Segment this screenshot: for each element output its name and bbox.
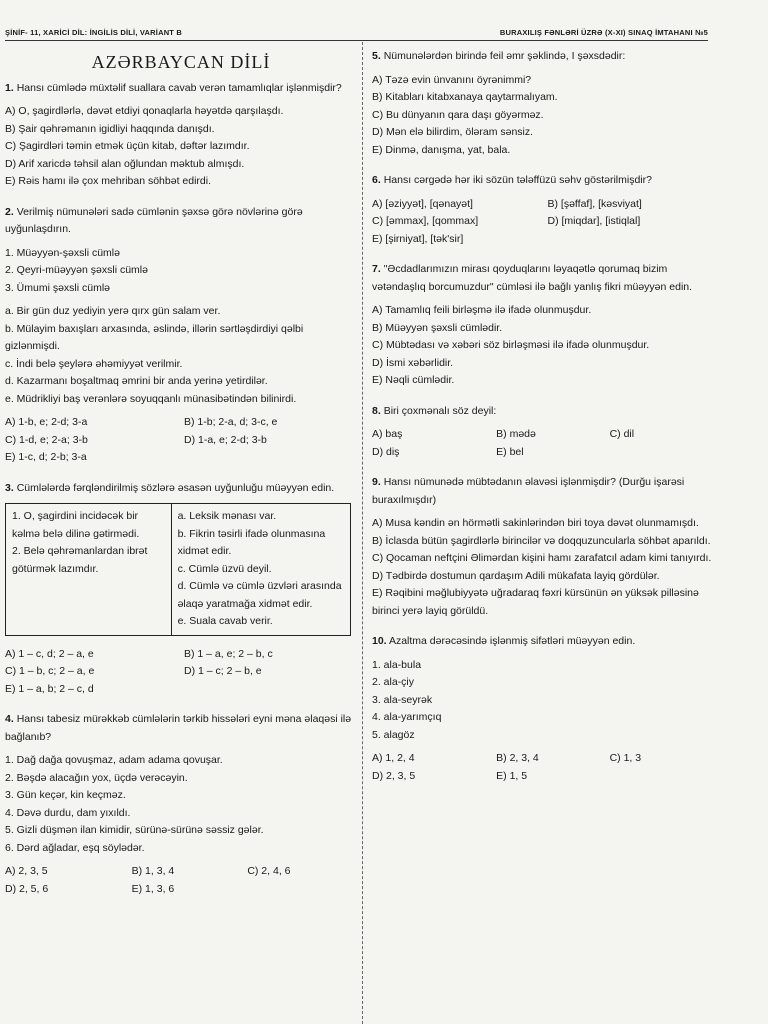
answer-option[interactable]: B) 1-b; 2-a, d; 3-c, e xyxy=(184,416,278,428)
answer-option[interactable]: E) bel xyxy=(496,445,524,458)
matching-property: e. Suala cavab verir. xyxy=(177,615,273,627)
question-text: Azaltma dərəcəsində işlənmiş sifətləri müəyyən edin. xyxy=(388,635,636,647)
answer-option[interactable]: C) dil xyxy=(609,428,635,440)
answer-options xyxy=(372,196,717,249)
matching-property: a. Leksik mənası var. xyxy=(177,510,277,522)
sentence-type: 1. Müəyyən-şəxsli cümlə xyxy=(5,246,120,259)
answer-option[interactable]: D) İsmi xəbərlidir. xyxy=(372,356,454,369)
question-stem xyxy=(5,480,357,498)
question-8 xyxy=(372,403,717,462)
answer-option[interactable]: E) 1-c, d; 2-b; 3-a xyxy=(5,451,87,463)
answer-option[interactable]: E) 1, 3, 6 xyxy=(131,882,175,895)
answer-option[interactable]: D) 1 – c; 2 – b, e xyxy=(184,665,262,677)
question-text: "Əcdadlarımızın mirası qoyduqlarını ləyaqətlə qorumaq bizim vətəndaşlıq borcumuzdur" cümləsi ilə bağlı yanlış fikri müəyyən edin. xyxy=(372,263,693,293)
matching-sentence: 2. Belə qəhrəmanlardan ibrət götürmək lazımdır. xyxy=(12,545,148,575)
question-text: Hansı nümunədə mübtədanın əlavəsi işlənmişdir? (Durğu işarəsi buraxılmışdır) xyxy=(372,476,685,506)
column-divider xyxy=(362,42,363,1024)
question-number: 6. xyxy=(372,174,381,186)
answer-option[interactable]: C) 1-d, e; 2-a; 3-b xyxy=(5,433,88,446)
answer-option[interactable]: E) Dinmə, danışma, yat, bala. xyxy=(372,143,511,156)
answer-option[interactable]: E) 1, 5 xyxy=(496,769,528,782)
answer-option[interactable]: E) Nəqli cümlədir. xyxy=(372,374,455,386)
example-sentence: 6. Dərd ağladar, eşq söylədər. xyxy=(5,841,145,854)
question-stem xyxy=(5,80,357,98)
answer-option[interactable]: C) Mübtədası və xəbəri söz birləşməsi ilə ifadə olunmuşdur. xyxy=(372,339,650,351)
left-column xyxy=(5,48,357,905)
question-stem xyxy=(372,261,717,296)
answer-option[interactable]: D) [miqdar], [istiqlal] xyxy=(547,215,641,227)
example-sentence: c. İndi belə şeylərə əhəmiyyət verilmir. xyxy=(5,357,183,370)
answer-option[interactable]: D) Tədbirdə dostumun qardaşım Adili mükafata layiq gördülər. xyxy=(372,569,660,582)
answer-option[interactable]: A) O, şagirdlərlə, dəvət etdiyi qonaqlarla həyətdə qarşılaşdı. xyxy=(5,105,284,117)
answer-option[interactable]: E) 1 – a, b; 2 – c, d xyxy=(5,682,94,695)
answer-option[interactable]: D) 1-a, e; 2-d; 3-b xyxy=(184,433,267,446)
answer-option[interactable]: E) Rəqibini məğlubiyyətə uğradaraq fəxri kürsünün ən yüksək pilləsinə birinci yerə layiq görüldü. xyxy=(372,587,699,617)
question-stem xyxy=(372,172,717,190)
sentence-type: 2. Qeyri-müəyyən şəxsli cümlə xyxy=(5,264,148,276)
question-number: 8. xyxy=(372,404,381,417)
question-text: Cümlələrdə fərqləndirilmiş sözlərə əsasən uyğunluğu müəyyən edin. xyxy=(16,481,335,494)
example-sentence: 2. Bəşdə alacağın yox, üçdə verəcəyin. xyxy=(5,771,188,784)
question-number: 4. xyxy=(5,713,14,725)
answer-options xyxy=(5,646,357,699)
right-column xyxy=(372,48,717,792)
question-6 xyxy=(372,172,717,248)
answer-option[interactable]: B) Müəyyən şəxsli cümlədir. xyxy=(372,321,503,334)
answer-option[interactable]: A) baş xyxy=(372,428,403,440)
answer-option[interactable]: B) 2, 3, 4 xyxy=(496,752,539,764)
answer-option[interactable]: B) İclasda bütün şagirdlərlə birincilər və doqquzuncularla söhbət aparıldı. xyxy=(372,534,711,547)
question-number: 7. xyxy=(372,263,381,275)
question-number: 3. xyxy=(5,481,14,494)
answer-options xyxy=(5,863,357,898)
adjective-item: 2. ala-çiy xyxy=(372,676,415,688)
answer-option[interactable]: C) Şagirdləri təmin etmək üçün kitab, dəftər lazımdır. xyxy=(5,140,250,152)
question-number: 10. xyxy=(372,635,387,647)
answer-options xyxy=(372,426,717,461)
adjective-item: 1. ala-bula xyxy=(372,658,422,671)
answer-options xyxy=(5,414,357,467)
answer-option[interactable]: C) 1, 3 xyxy=(609,752,642,764)
question-stem xyxy=(5,204,357,239)
header-class-info: ŞİNİF- 11, XARİCİ DİL: İNGİLİS DİLİ, VARİANT B xyxy=(5,28,182,37)
answer-option[interactable]: C) 2, 4, 6 xyxy=(247,865,291,877)
answer-option[interactable]: D) Arif xaricdə təhsil alan oğlundan məktub almışdı. xyxy=(5,157,245,170)
adjective-item: 3. ala-seyrək xyxy=(372,693,433,706)
answer-option[interactable]: C) Bu dünyanın qara daşı göyərməz. xyxy=(372,108,544,121)
answer-option[interactable]: D) diş xyxy=(372,445,400,458)
header-divider xyxy=(5,40,708,41)
answer-option[interactable]: C) [əmmax], [qommax] xyxy=(372,215,479,227)
answer-option[interactable]: A) Tamamlıq feili birləşmə ilə ifadə olunmuşdur. xyxy=(372,304,592,316)
answer-option[interactable]: B) Kitabları kitabxanaya qaytarmalıyam. xyxy=(372,91,558,103)
answer-option[interactable]: A) Musa kəndin ən hörmətli sakinlərindən biri toya dəvət olunmamışdı. xyxy=(372,517,699,529)
question-stem xyxy=(372,633,717,651)
question-7 xyxy=(372,261,717,390)
question-stem xyxy=(372,48,717,66)
matching-property: b. Fikrin təsirli ifadə olunmasına xidmət edir. xyxy=(177,527,326,557)
answer-option[interactable]: A) 2, 3, 5 xyxy=(5,865,48,877)
question-stem xyxy=(5,711,357,746)
answer-option[interactable]: B) mədə xyxy=(496,428,536,440)
question-number: 9. xyxy=(372,476,381,488)
answer-option[interactable]: D) Mən elə bilirdim, öləram sənsiz. xyxy=(372,126,534,138)
matching-table xyxy=(5,503,351,636)
example-sentence: 3. Gün keçər, kin keçməz. xyxy=(5,789,126,801)
example-sentence: 4. Dəvə durdu, dam yıxıldı. xyxy=(5,806,131,819)
example-sentence: 1. Dağ dağa qovuşmaz, adam adama qovuşar. xyxy=(5,754,223,766)
matching-left-cell xyxy=(6,504,172,636)
answer-option[interactable]: B) 1, 3, 4 xyxy=(131,865,175,877)
question-3 xyxy=(5,480,357,699)
question-2 xyxy=(5,204,357,467)
answer-option[interactable]: A) 1-b, e; 2-d; 3-a xyxy=(5,416,88,428)
question-9 xyxy=(372,474,717,620)
answer-option[interactable]: C) Qocaman neftçini Əlimərdan kişini hamı zarafatcıl adam kimi tanıyırdı. xyxy=(372,552,712,564)
example-sentence: b. Mülayim baxışları arxasında, əslində, illərin sərtləşdirdiyi qəlbi gizlənmişdi. xyxy=(5,322,304,352)
answer-option[interactable]: C) 1 – b, c; 2 – a, e xyxy=(5,665,95,677)
question-stem xyxy=(372,403,717,421)
question-text: Hansı cümlədə müxtəlif suallara cavab verən tamamlıqlar işlənmişdir? xyxy=(16,81,342,94)
answer-option[interactable]: A) [əziyyət], [qənayət] xyxy=(372,197,473,210)
question-4 xyxy=(5,711,357,898)
matching-sentence: 1. O, şagirdini incidəcək bir kəlmə belə dilinə gətirmədi. xyxy=(12,510,140,540)
matching-property: c. Cümlə üzvü deyil. xyxy=(177,562,272,575)
question-1 xyxy=(5,80,357,191)
question-text: Hansı tabesiz mürəkkəb cümlələrin tərkib hissələri eyni məna əlaqəsi ilə bağlanıb? xyxy=(5,713,352,743)
question-10 xyxy=(372,633,717,785)
example-sentence: a. Bir gün duz yediyin yerə qırx gün salam ver. xyxy=(5,305,221,317)
question-text: Biri çoxmənalı söz deyil: xyxy=(383,404,497,417)
question-number: 1. xyxy=(5,81,14,94)
example-sentence: e. Müdrikliyi baş verənlərə soyuqqanlı münasibətindən bilinirdi. xyxy=(5,392,297,405)
answer-option[interactable]: D) 2, 5, 6 xyxy=(5,882,49,895)
question-stem xyxy=(372,474,717,509)
answer-option[interactable]: A) 1, 2, 4 xyxy=(372,752,415,764)
answer-option[interactable]: A) Təzə evin ünvanını öyrənimmi? xyxy=(372,73,532,86)
adjective-item: 4. ala-yarımçıq xyxy=(372,711,442,723)
matching-property: d. Cümlə və cümlə üzvləri arasında əlaqə yaratmağa xidmət edir. xyxy=(177,580,342,610)
question-text: Hansı cərgədə hər iki sözün tələffüzü səhv göstərilmişdir? xyxy=(383,174,652,186)
sentence-type: 3. Ümumi şəxsli cümlə xyxy=(5,281,111,294)
question-number: 5. xyxy=(372,50,381,62)
example-sentence: d. Kazarmanı boşaltmaq əmrini bir anda yerinə yetirdilər. xyxy=(5,375,268,387)
answer-option[interactable]: A) 1 – c, d; 2 – a, e xyxy=(5,647,94,660)
answer-option[interactable]: B) 1 – a, e; 2 – b, c xyxy=(184,647,273,660)
header-exam-title: BURAXILIŞ FƏNLƏRİ ÜZRƏ (X-XI) SINAQ İMTAHANI №5 xyxy=(499,28,708,37)
answer-options xyxy=(372,750,717,785)
answer-option[interactable]: B) Şair qəhrəmanın igidliyi haqqında danışdı. xyxy=(5,122,215,135)
question-text: Nümunələrdən birində feil əmr şəklində, I şəxsdədir: xyxy=(383,50,626,62)
answer-option[interactable]: B) [şəffaf], [kəsviyat] xyxy=(547,197,642,210)
example-sentence: 5. Gizli düşmən ilan kimidir, sürünə-sürünə səssiz gələr. xyxy=(5,824,264,836)
question-5 xyxy=(372,48,717,159)
question-text: Verilmiş nümunələri sadə cümlənin şəxsə görə növlərinə görə uyğunlaşdırın. xyxy=(5,205,303,235)
matching-right-cell xyxy=(171,504,350,636)
answer-option[interactable]: E) [şirniyat], [tək'sir] xyxy=(372,232,464,245)
subject-title: AZƏRBAYCAN DİLİ xyxy=(91,52,271,72)
adjective-item: 5. alagöz xyxy=(372,728,415,741)
answer-option[interactable]: D) 2, 3, 5 xyxy=(372,769,416,782)
question-number: 2. xyxy=(5,205,14,218)
answer-option[interactable]: E) Rəis hamı ilə çox mehriban söhbət edirdi. xyxy=(5,175,212,187)
